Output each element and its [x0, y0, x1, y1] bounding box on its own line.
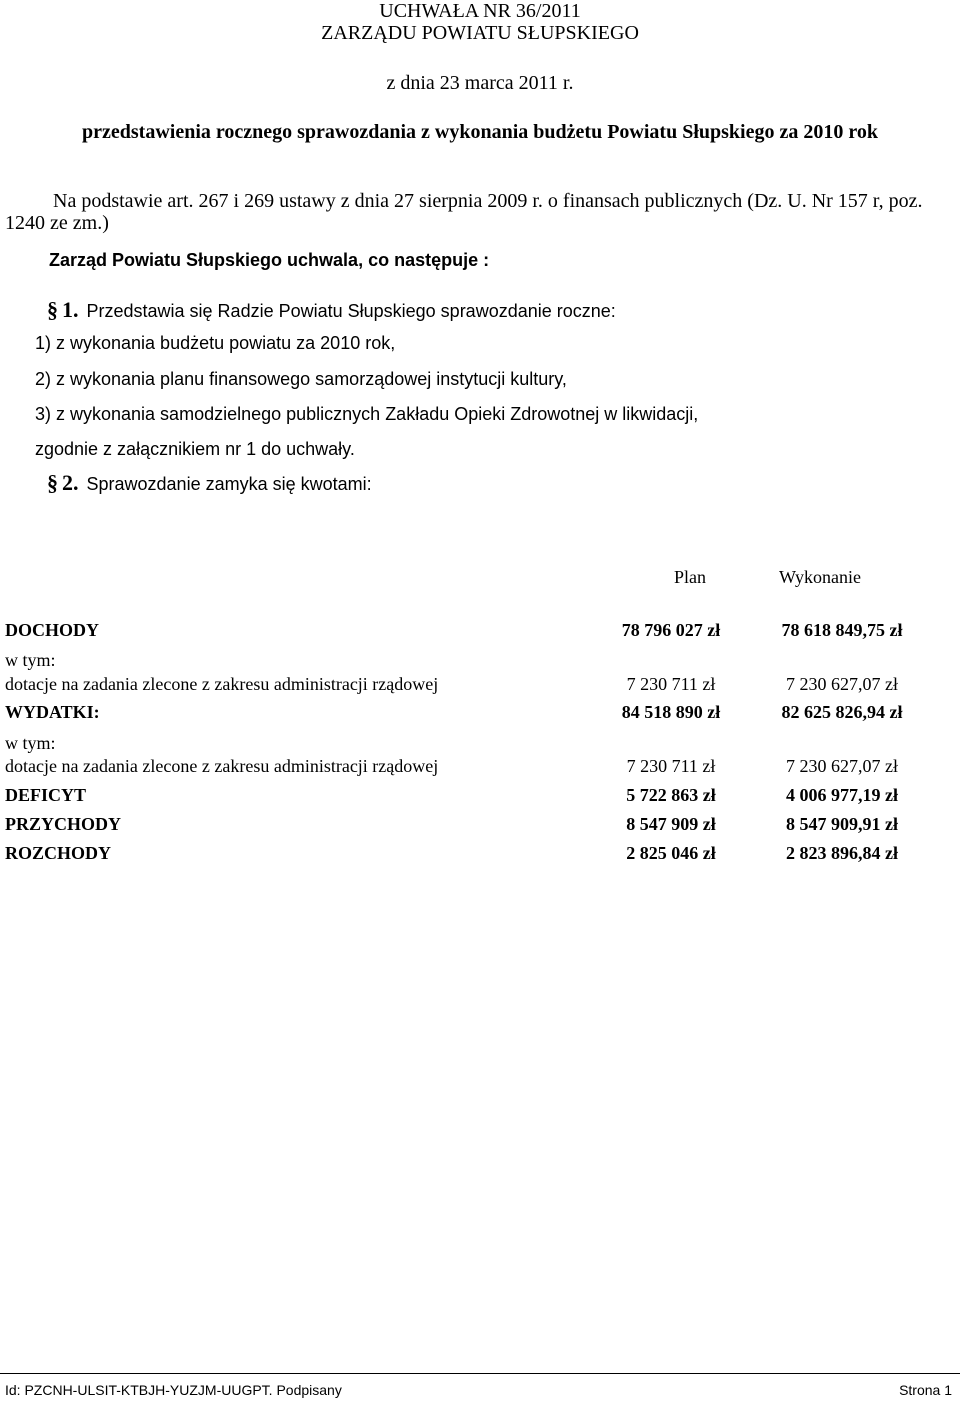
table-row [0, 674, 960, 700]
row-plan-value: 84 518 890 zł [621, 702, 721, 722]
section-symbol: § [47, 470, 58, 495]
list-item: 1) z wykonania budżetu powiatu za 2010 rok, [35, 333, 396, 353]
row-label: ROZCHODY [5, 843, 112, 863]
resolution-clause: Zarząd Powiatu Słupskiego uchwala, co następuje : [49, 250, 490, 270]
row-label: dotacje na zadania zlecone z zakresu administracji rządowej [5, 756, 439, 776]
row-execution-value: 82 625 826,94 zł [781, 702, 903, 722]
table-row [0, 843, 960, 869]
row-execution-value: 7 230 627,07 zł [786, 674, 898, 694]
section-2-text: Sprawozdanie zamyka się kwotami: [86, 474, 372, 494]
document-id: Id: PZCNH-ULSIT-KTBJH-YUZJM-UUGPT. Podpisany [5, 1382, 342, 1398]
section-number: 2. [62, 470, 79, 495]
table-row [0, 702, 960, 728]
row-label: w tym: [5, 733, 56, 753]
table-row [0, 620, 960, 646]
row-execution-value: 2 823 896,84 zł [786, 843, 898, 863]
table-row [0, 814, 960, 840]
section-symbol: § [47, 297, 58, 322]
row-plan-value: 7 230 711 zł [626, 674, 716, 694]
row-execution-value: 4 006 977,19 zł [786, 785, 898, 805]
row-execution-value: 8 547 909,91 zł [786, 814, 898, 834]
section-2 [47, 470, 372, 496]
row-plan-value: 78 796 027 zł [621, 620, 721, 640]
footer-divider [0, 1373, 960, 1374]
document-date: z dnia 23 marca 2011 r. [386, 72, 574, 94]
document-subject: przedstawienia rocznego sprawozdania z wykonania budżetu Powiatu Słupskiego za 2010 rok [82, 121, 878, 143]
row-label: WYDATKI: [5, 702, 100, 722]
row-label: PRZYCHODY [5, 814, 121, 834]
row-label: DOCHODY [5, 620, 99, 640]
row-plan-value: 2 825 046 zł [626, 843, 716, 863]
table-row [0, 650, 960, 676]
table-row [0, 785, 960, 811]
section-1-text: Przedstawia się Radzie Powiatu Słupskiego sprawozdanie roczne: [86, 301, 616, 321]
row-label: DEFICYT [5, 785, 87, 805]
page-number: Strona 1 [899, 1382, 952, 1398]
list-item: 3) z wykonania samodzielnego publicznych Zakładu Opieki Zdrowotnej w likwidacji, [35, 404, 699, 424]
column-header-execution: Wykonanie [779, 567, 861, 587]
row-plan-value: 7 230 711 zł [626, 756, 716, 776]
row-label: dotacje na zadania zlecone z zakresu administracji rządowej [5, 674, 439, 694]
row-execution-value: 78 618 849,75 zł [781, 620, 903, 640]
table-header [0, 567, 960, 593]
row-execution-value: 7 230 627,07 zł [786, 756, 898, 776]
section-1-closing: zgodnie z załącznikiem nr 1 do uchwały. [35, 439, 355, 459]
section-1 [47, 297, 616, 323]
legal-basis-line1: Na podstawie art. 267 i 269 ustawy z dnia 27 sierpnia 2009 r. o finansach publicznych (Dz. U. Nr 157 r, poz. [53, 190, 923, 212]
legal-basis-line2: 1240 ze zm.) [5, 212, 109, 234]
row-plan-value: 8 547 909 zł [626, 814, 716, 834]
document-title-line1: UCHWAŁA NR 36/2011 [379, 0, 581, 22]
document-title-line2: ZARZĄDU POWIATU SŁUPSKIEGO [321, 22, 639, 44]
list-item: 2) z wykonania planu finansowego samorządowej instytucji kultury, [35, 369, 567, 389]
table-row [0, 756, 960, 782]
section-number: 1. [62, 297, 79, 322]
row-label: w tym: [5, 650, 56, 670]
column-header-plan: Plan [673, 567, 706, 587]
row-plan-value: 5 722 863 zł [626, 785, 716, 805]
